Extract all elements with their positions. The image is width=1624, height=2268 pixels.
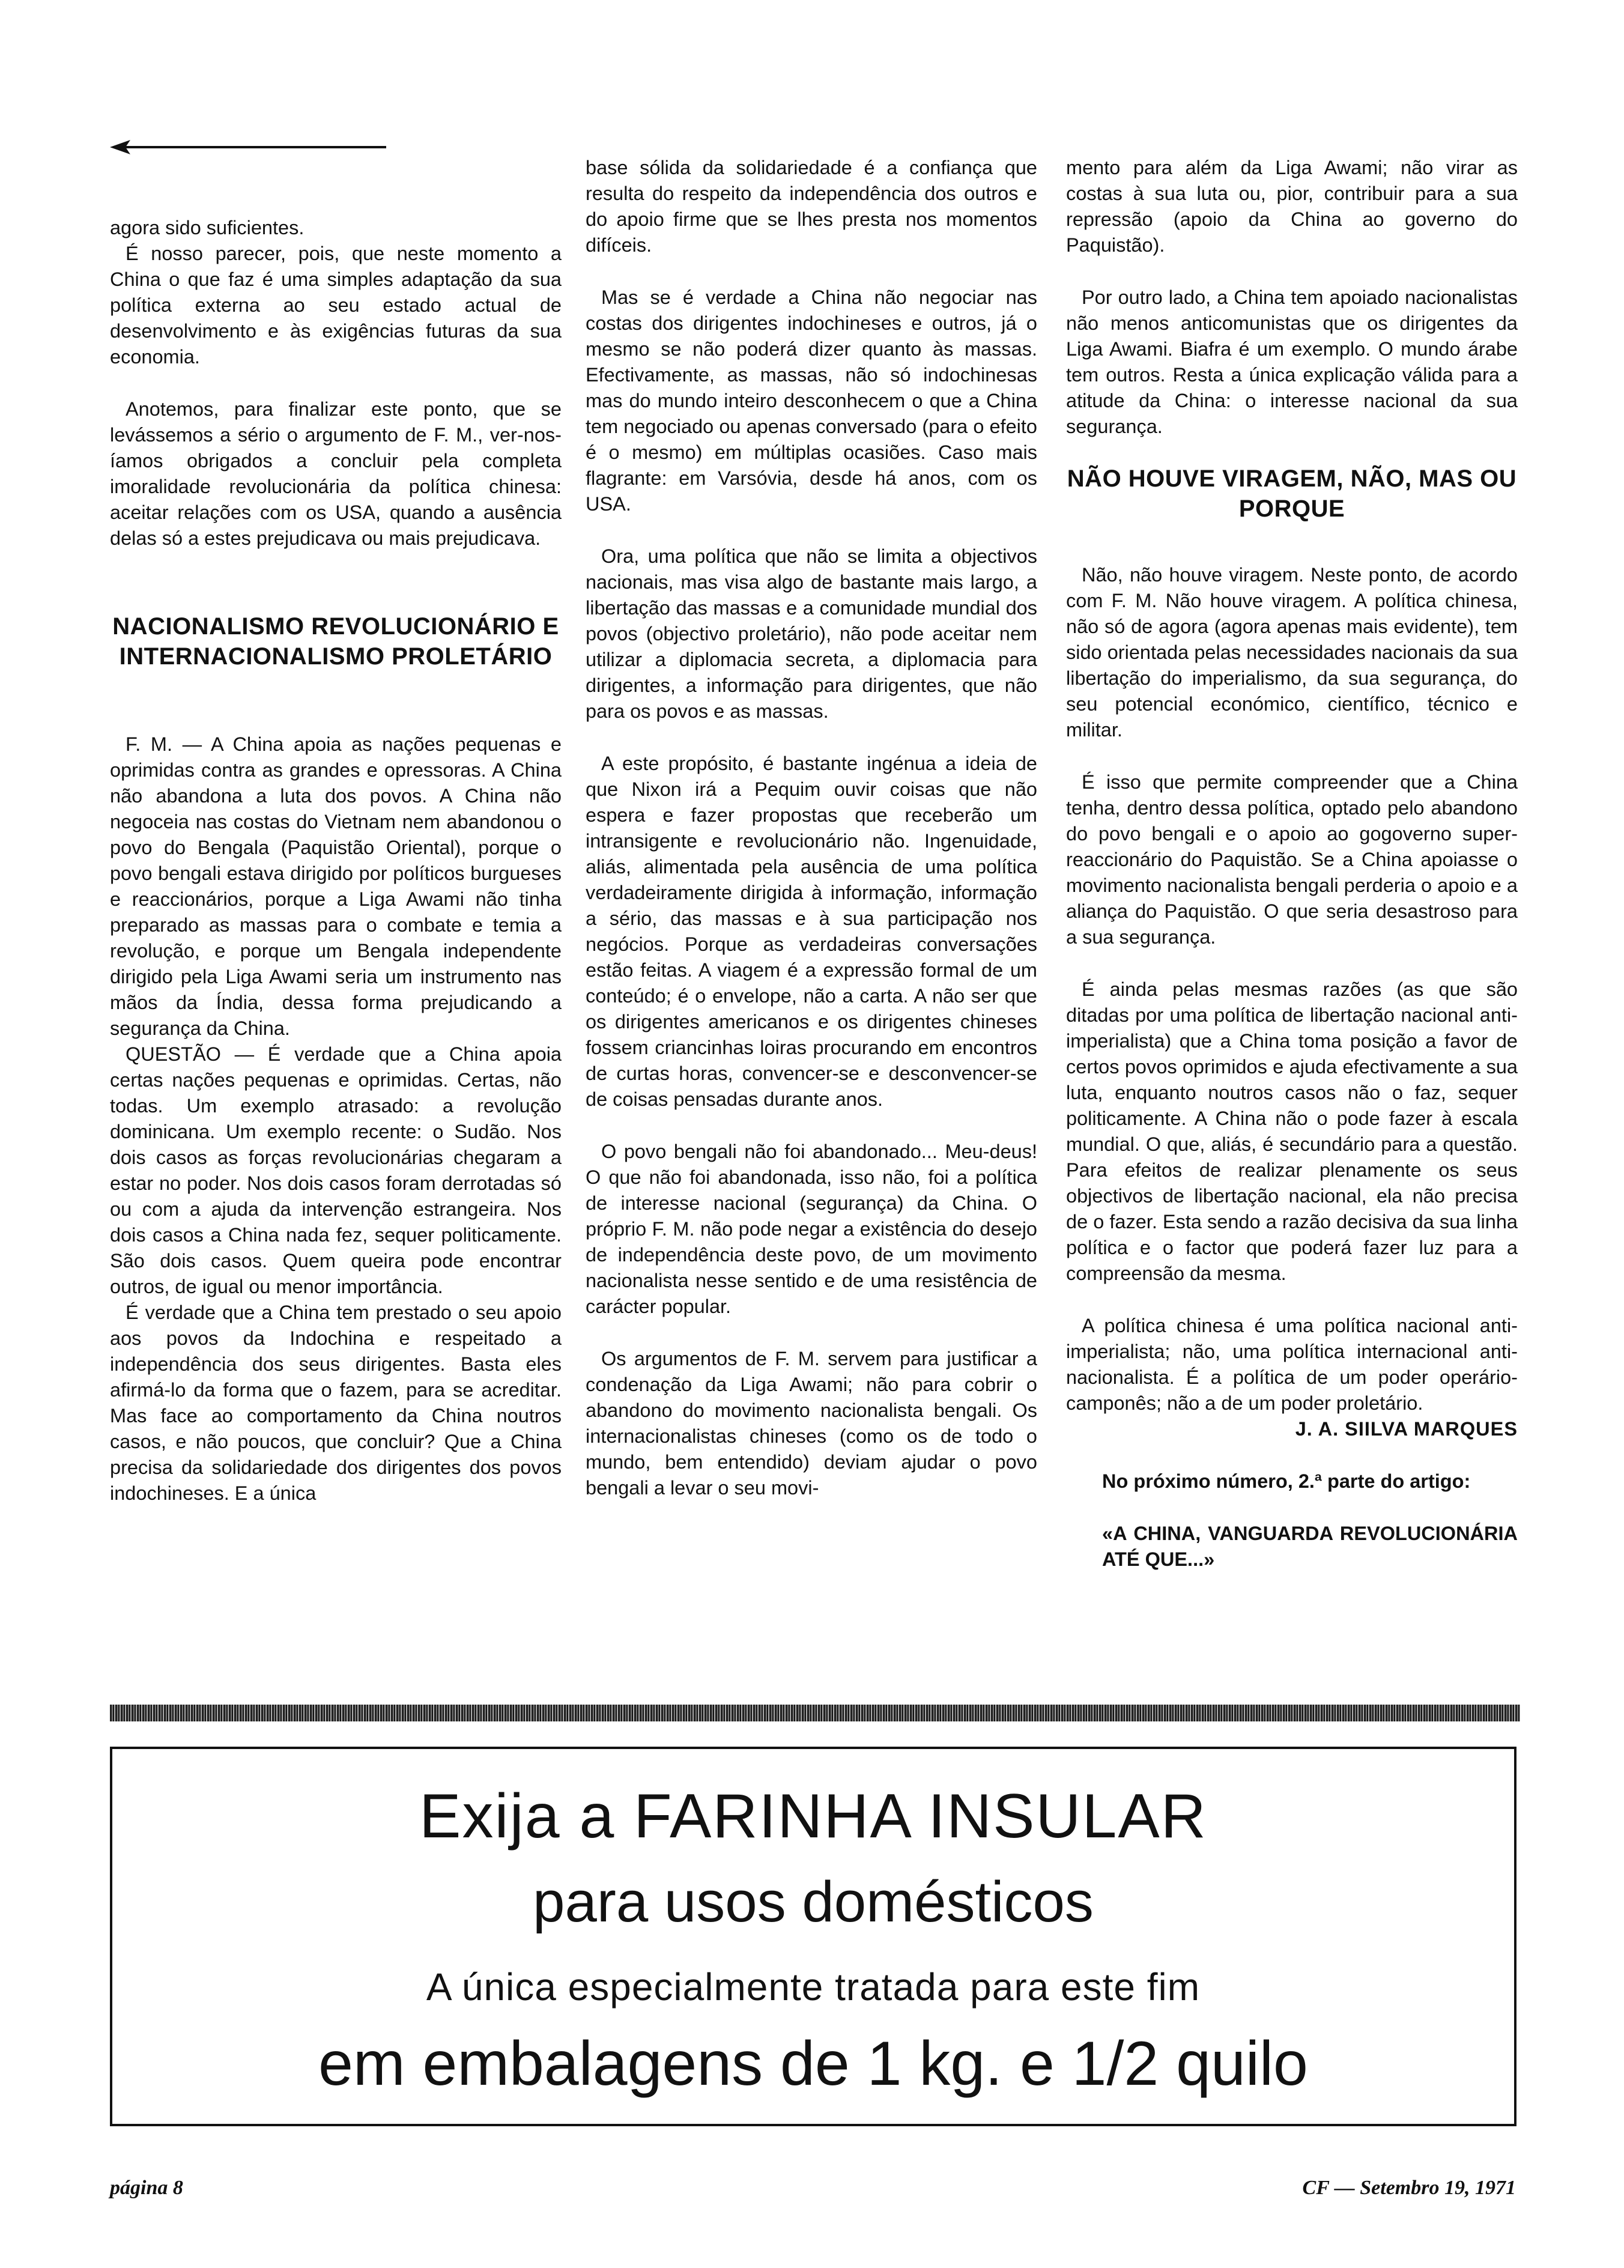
col3-paragraph-5: É ainda pelas mesmas razões (as que são ditadas por uma política de libertação nacional anti-imperialista) que a China toma posição a favor de certos povos oprimidos e ajuda efectivamente a sua luta, enquanto noutros casos não o faz, sequer politicamente. A China não o pode fazer à escala mundial. O que, aliás, é secundário para a questão. Para efeitos de realizar plenamente os seus objectivos de libertação nacional, ela não precisa de o fazer. Esta sendo a razão decisiva da sua linha política e o factor que poderá fazer luz para a compreensão da mesma. (1066, 978, 1518, 1284)
col2-paragraph-5: O povo bengali não foi abandonado... Meu-deus! O que não foi abandonada, isso não, foi a política de interesse nacional (segurança) da China. O próprio F. M. não pode negar a existência do desejo de independência deste povo, de um movimento nacionalista nesse sentido e de uma resistência de carácter popular. (586, 1141, 1037, 1317)
col3-paragraph-6: A política chinesa é uma política nacional anti-imperialista; não, uma política internacional anti-nacionalista. É a política de um poder operário-camponês; não a de um poder proletário. (1066, 1315, 1518, 1414)
col1-paragraph-3: Anotemos, para finalizar este ponto, que se levássemos a sério o argumento de F. M., ver-nos-íamos obrigados a concluir pela completa imoralidade revolucionária da política chinesa: aceitar relações com os USA, quando a ausência delas só a estes prejudicava ou mais prejudicava. (110, 398, 562, 549)
col3-paragraph-1: mento para além da Liga Awami; não virar as costas à sua luta ou, pior, contribuir para a sua repressão (apoio da China ao governo do Paquistão). (1066, 157, 1518, 256)
halftone-separator (110, 1705, 1520, 1721)
column-2 (586, 155, 1037, 1501)
col3-paragraph-3: Não, não houve viragem. Neste ponto, de acordo com F. M. Não houve viragem. A política chinesa, não só de agora (agora apenas mais evidente), tem sido orientada pelas necessidades nacionais da sua libertação do imperialismo, da sua segurança, do seu potencial económico, científico, técnico e militar. (1066, 564, 1518, 741)
ad-headline: Exija a FARINHA INSULAR (419, 1781, 1207, 1851)
column-3 (1066, 155, 1518, 1599)
author-signature: J. A. SIILVA MARQUES (1295, 1418, 1518, 1440)
column-1 (110, 155, 562, 1506)
col2-paragraph-2: Mas se é verdade a China não negociar nas costas dos dirigentes indochineses e outros, já o mesmo se não poderá dizer quanto às massas. Efectivamente, as massas, não só indochinesas mas do mundo inteiro desconhecem o que a China tem negociado ou apenas conversado (para o efeito é o mesmo) em múltiplas ocasiões. Caso mais flagrante: em Varsóvia, desde há anos, com os USA. (586, 287, 1037, 515)
next-issue-title: «A CHINA, VANGUARDA REVOLUCIONÁRIA ATÉ QUE...» (1102, 1523, 1518, 1570)
col2-paragraph-3: Ora, uma política que não se limita a objectivos nacionais, mas visa algo de bastante mais largo, a libertação das massas e a comunidade mundial dos povos (objectivo proletário), não pode aceitar nem utilizar a diplomacia secreta, a diplomacia para dirigentes, a informação para dirigentes, que não para os povos e as massas. (586, 545, 1037, 722)
col1-paragraph-5: QUESTÃO — É verdade que a China apoia certas nações pequenas e oprimidas. Certas, não todas. Um exemplo atrasado: a revolução dominicana. Um exemplo recente: o Sudão. Nos dois casos as forças revolucionárias chegaram a estar no poder. Nos dois casos foram derrotadas só ou com a ajuda da intervenção estrangeira. Nos dois casos a China nada fez, sequer politicamente. São dois casos. Quem queira pode encontrar outros, de igual ou menor importância. (110, 1043, 562, 1297)
col1-paragraph-6: É verdade que a China tem prestado o seu apoio aos povos da Indochina e respeitado a independência dos seus dirigentes. Basta eles afirmá-lo da forma que o fazem, para se acreditar. Mas face ao comportamento da China noutros casos, e não poucos, que concluir? Que a China precisa da solidariedade dos dirigentes dos povos indochineses. E a única (110, 1302, 562, 1504)
advertisement-box (110, 1747, 1516, 2126)
col1-paragraph-1: agora sido suficientes. (110, 217, 304, 238)
col2-paragraph-1: base sólida da solidariedade é a confiança que resulta do respeito da independência dos outros e do apoio firme que se lhes presta nos momentos difíceis. (586, 157, 1037, 256)
col1-paragraph-4: F. M. — A China apoia as nações pequenas e oprimidas contra as grandes e opressoras. A China não abandona a luta dos povos. A China não negoceia nas costas do Vietnam nem abandonou o povo do Bengala (Paquistão Oriental), porque o povo bengali estava dirigido por políticos burgueses e reaccionários, porque a Liga Awami não tinha preparado as massas para o combate e temia a revolução, e porque um Bengala independente dirigido pela Liga Awami seria um instrumento nas mãos da Índia, dessa forma prejudicando a segurança da China. (110, 733, 562, 1039)
continuation-arrow-icon (110, 138, 386, 156)
next-issue-note: No próximo número, 2.ª parte do artigo: (1102, 1470, 1471, 1492)
page-number: página 8 (110, 2177, 183, 2199)
ad-subheadline: para usos domésticos (533, 1870, 1094, 1934)
ad-packaging-line: em embalagens de 1 kg. e 1/2 quilo (318, 2029, 1308, 2099)
col3-paragraph-2: Por outro lado, a China tem apoiado nacionalistas não menos anticomunistas que os dirigentes da Liga Awami. Biafra é um exemplo. O mundo árabe tem outros. Resta a única explicação válida para a atitude da China: o interesse nacional da sua segurança. (1066, 287, 1518, 437)
col1-paragraph-2: É nosso parecer, pois, que neste momento a China o que faz é uma simples adaptação da sua política externa ao seu estado actual de desenvolvimento e às exigências futuras da sua economia. (110, 243, 562, 368)
ad-tagline: A única especialmente tratada para este fim (426, 1965, 1201, 2009)
issue-date: CF — Setembro 19, 1971 (1302, 2177, 1516, 2199)
col2-paragraph-6: Os argumentos de F. M. servem para justificar a condenação da Liga Awami; não para cobrir o abandono do movimento nacionalista bengali. Os internacionalistas chineses (como os de todo o mundo, bem entendido) deviam ajudar o povo bengali a levar o seu movi- (586, 1348, 1037, 1499)
col3-heading: NÃO HOUVE VIRAGEM, NÃO, MAS OU PORQUE (1067, 465, 1517, 522)
col3-paragraph-4: É isso que permite compreender que a China tenha, dentro dessa política, optado pelo abandono do povo bengali e o apoio ao gogoverno super-reaccionário do Paquistão. Se a China apoiasse o movimento nacionalista bengali perderia o apoio e a aliança do Paquistão. O que seria desastroso para a sua segurança. (1066, 771, 1518, 948)
col1-heading: NACIONALISMO REVOLUCIONÁRIO E INTERNACIONALISMO PROLETÁRIO (112, 613, 559, 670)
col2-paragraph-4: A este propósito, é bastante ingénua a ideia de que Nixon irá a Pequim ouvir coisas que não espera e fazer propostas que receberão um intransigente e revolucionário não. Ingenuidade, aliás, alimentada pela ausência de uma política verdadeiramente dirigida à informação, informação a sério, das massas e à sua participação nos negócios. Porque as verdadeiras conversações estão feitas. A viagem é a expressão formal de um conteúdo; é o envelope, não a carta. A não ser que os dirigentes americanos e os dirigentes chineses fossem criancinhas loiras procurando em encontros de curtas horas, convencer-se e desconvencer-se de coisas pensadas durante anos. (586, 753, 1037, 1110)
